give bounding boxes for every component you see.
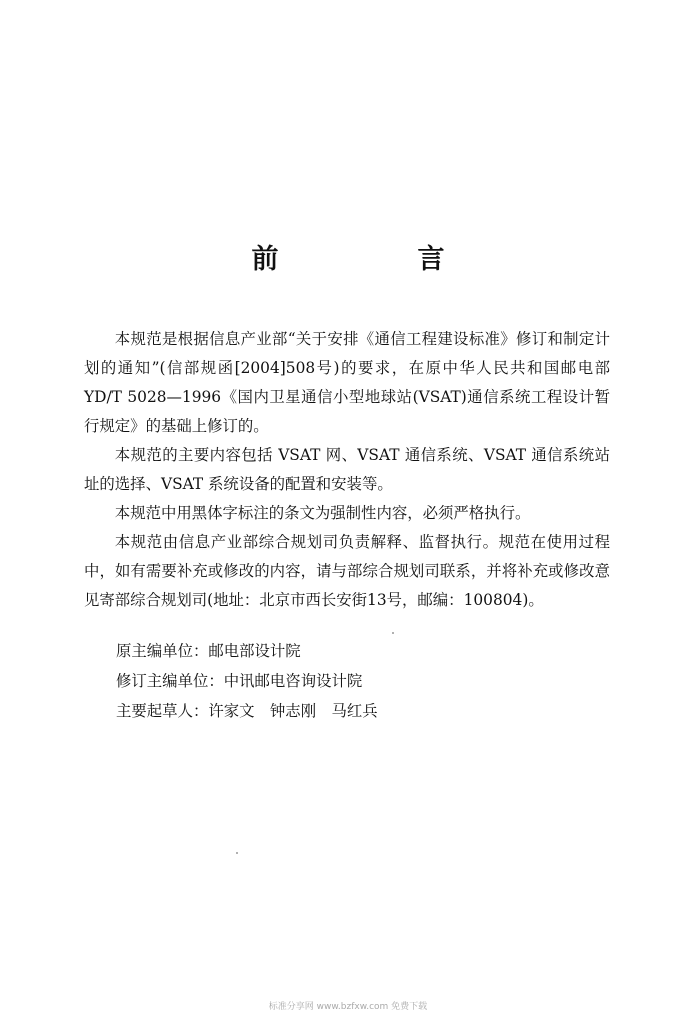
paragraph-contents: 本规范的主要内容包括 VSAT 网、VSAT 通信系统、VSAT 通信系统站址的选择、VSAT 系统设备的配置和安装等。 [84, 446, 610, 493]
credits [116, 636, 378, 726]
main-drafters: 主要起草人：许家文 钟志刚 马红兵 [116, 702, 378, 720]
paragraph-mandatory: 本规范中用黑体字标注的条文为强制性内容，必须严格执行。 [114, 504, 531, 522]
scan-speck [392, 632, 394, 634]
revision-editor-unit: 修订主编单位：中讯邮电咨询设计院 [116, 672, 363, 690]
scan-speck [236, 852, 238, 854]
preface-body [84, 325, 610, 615]
original-editor-unit: 原主编单位：邮电部设计院 [116, 642, 301, 660]
paragraph-basis: 本规范是根据信息产业部“关于安排《通信工程建设标准》修订和制定计划的通知”(信部规函[2004]508号)的要求，在原中华人民共和国邮电部 YD/T 5028—1996《国内卫星通信小型地球站(VSAT)通信系统工程设计暂行规定》的基础上修订的。 [84, 330, 610, 435]
paragraph-interpretation: 本规范由信息产业部综合规划司负责解释、监督执行。规范在使用过程中，如有需要补充或修改的内容，请与部综合规划司联系，并将补充或修改意见寄部综合规划司(地址：北京市西长安街13号，邮编：100804)。 [84, 533, 610, 609]
page-title: 前 言 [251, 244, 501, 275]
watermark-footer[interactable]: 标准分享网 www.bzfxw.com 免费下载 [268, 1002, 428, 1012]
